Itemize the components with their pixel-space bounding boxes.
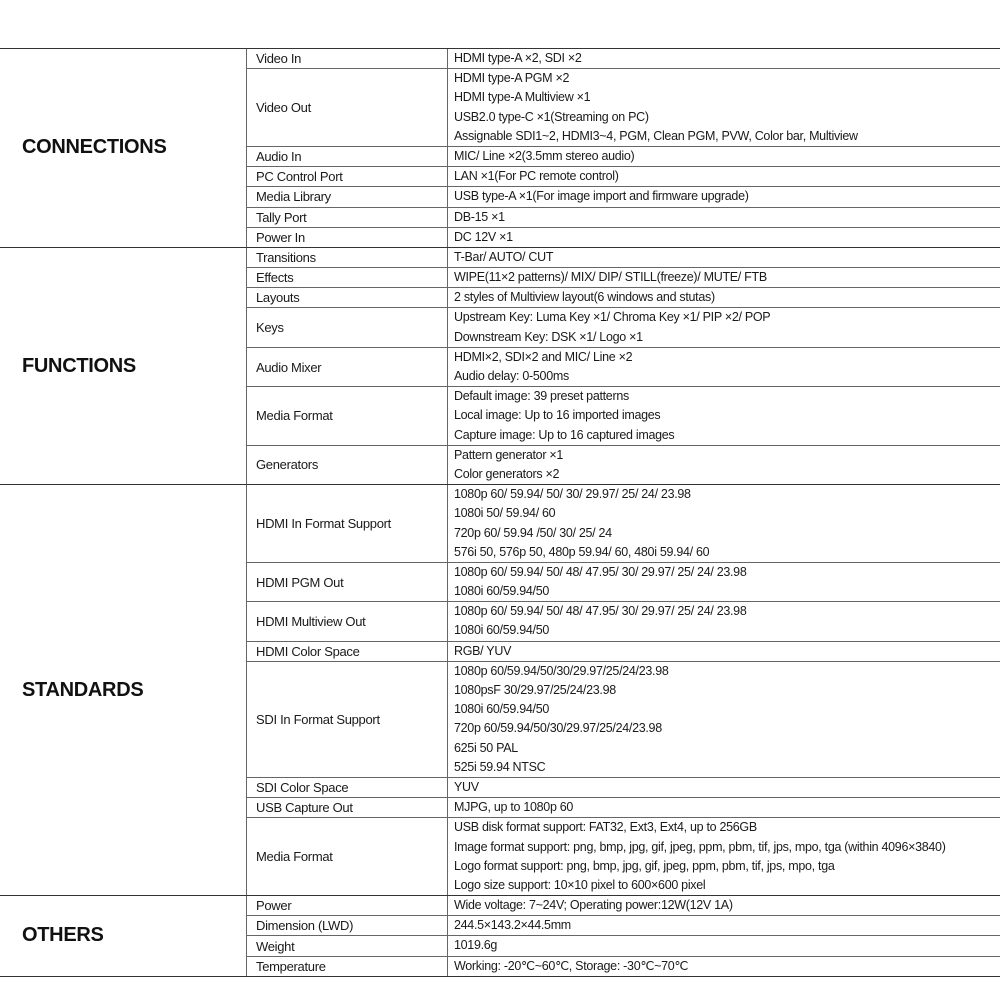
spec-value: Logo format support: png, bmp, jpg, gif, jpeg, ppm, pbm, tif, jps, mpo, tga bbox=[454, 858, 835, 873]
spec-rows bbox=[246, 485, 1000, 895]
section-title: FUNCTIONS bbox=[22, 354, 136, 377]
section-functions bbox=[0, 247, 1000, 484]
spec-value: Wide voltage: 7~24V; Operating power:12W(12V 1A) bbox=[454, 898, 733, 913]
spec-rows bbox=[246, 896, 1000, 976]
spec-row-media-format bbox=[246, 386, 1000, 445]
spec-values bbox=[448, 936, 1000, 955]
spec-value: 720p 60/ 59.94 /50/ 30/ 25/ 24 bbox=[454, 525, 612, 540]
spec-values bbox=[448, 602, 1000, 640]
section-others bbox=[0, 895, 1000, 977]
spec-row-temperature bbox=[246, 956, 1000, 976]
spec-label: HDMI Multiview Out bbox=[246, 602, 448, 640]
spec-row-pc-control-port bbox=[246, 166, 1000, 186]
spec-row-media-format bbox=[246, 817, 1000, 895]
spec-row-video-out bbox=[246, 68, 1000, 146]
spec-values bbox=[448, 308, 1000, 346]
spec-values bbox=[448, 642, 1000, 661]
section-title: OTHERS bbox=[22, 924, 104, 947]
spec-values bbox=[448, 485, 1000, 562]
spec-value: 1080p 60/ 59.94/ 50/ 48/ 47.95/ 30/ 29.97/ 25/ 24/ 23.98 bbox=[454, 604, 747, 619]
spec-value: USB disk format support: FAT32, Ext3, Ext4, up to 256GB bbox=[454, 820, 757, 835]
spec-value: Image format support: png, bmp, jpg, gif, jpeg, ppm, pbm, tif, jps, mpo, tga (within 4096×3840) bbox=[454, 839, 946, 854]
spec-values bbox=[448, 187, 1000, 206]
spec-label: Video In bbox=[246, 49, 448, 68]
section-connections bbox=[0, 48, 1000, 247]
spec-row-hdmi-pgm-out bbox=[246, 562, 1000, 601]
spec-value: HDMI type-A Multiview ×1 bbox=[454, 90, 591, 105]
spec-row-keys bbox=[246, 307, 1000, 346]
spec-label: Media Library bbox=[246, 187, 448, 206]
spec-value: Pattern generator ×1 bbox=[454, 447, 564, 462]
spec-value: USB2.0 type-C ×1(Streaming on PC) bbox=[454, 109, 649, 124]
spec-label: Media Format bbox=[246, 387, 448, 445]
spec-value: WIPE(11×2 patterns)/ MIX/ DIP/ STILL(freeze)/ MUTE/ FTB bbox=[454, 270, 767, 285]
spec-values bbox=[448, 916, 1000, 935]
spec-row-sdi-in-format-support bbox=[246, 661, 1000, 777]
spec-label: Weight bbox=[246, 936, 448, 955]
spec-values bbox=[448, 387, 1000, 445]
spec-values bbox=[448, 228, 1000, 247]
spec-row-audio-in bbox=[246, 146, 1000, 166]
spec-values bbox=[448, 662, 1000, 777]
spec-label: HDMI Color Space bbox=[246, 642, 448, 661]
spec-label: Dimension (LWD) bbox=[246, 916, 448, 935]
spec-values bbox=[448, 167, 1000, 186]
spec-value: Working: -20℃~60℃, Storage: -30℃~70℃ bbox=[454, 958, 689, 973]
spec-label: Power In bbox=[246, 228, 448, 247]
section-standards bbox=[0, 484, 1000, 895]
spec-values bbox=[448, 348, 1000, 386]
spec-value: MJPG, up to 1080p 60 bbox=[454, 800, 574, 815]
spec-value: MIC/ Line ×2(3.5mm stereo audio) bbox=[454, 148, 635, 163]
spec-value: Capture image: Up to 16 captured images bbox=[454, 427, 675, 442]
spec-values bbox=[448, 248, 1000, 267]
spec-value: DC 12V ×1 bbox=[454, 229, 513, 244]
spec-row-video-in bbox=[246, 49, 1000, 68]
spec-label: Transitions bbox=[246, 248, 448, 267]
spec-value: 525i 59.94 NTSC bbox=[454, 759, 546, 774]
spec-value: DB-15 ×1 bbox=[454, 209, 505, 224]
spec-value: Logo size support: 10×10 pixel to 600×600 pixel bbox=[454, 877, 706, 892]
spec-value: 1080p 60/59.94/50/30/29.97/25/24/23.98 bbox=[454, 663, 669, 678]
spec-values bbox=[448, 49, 1000, 68]
spec-values bbox=[448, 798, 1000, 817]
spec-value: Local image: Up to 16 imported images bbox=[454, 408, 661, 423]
spec-row-dimension-lwd bbox=[246, 915, 1000, 935]
spec-value: 625i 50 PAL bbox=[454, 740, 518, 755]
spec-value: 720p 60/59.94/50/30/29.97/25/24/23.98 bbox=[454, 721, 662, 736]
spec-value: YUV bbox=[454, 779, 479, 794]
spec-table bbox=[0, 48, 1000, 977]
spec-label: Layouts bbox=[246, 288, 448, 307]
spec-label: USB Capture Out bbox=[246, 798, 448, 817]
spec-label: Power bbox=[246, 896, 448, 915]
spec-value: HDMI type-A PGM ×2 bbox=[454, 71, 570, 86]
spec-value: 576i 50, 576p 50, 480p 59.94/ 60, 480i 59.94/ 60 bbox=[454, 544, 710, 559]
spec-values bbox=[448, 268, 1000, 287]
spec-values bbox=[448, 147, 1000, 166]
spec-label: HDMI PGM Out bbox=[246, 563, 448, 601]
spec-row-sdi-color-space bbox=[246, 777, 1000, 797]
spec-value: Color generators ×2 bbox=[454, 466, 560, 481]
spec-value: RGB/ YUV bbox=[454, 643, 512, 658]
spec-value: HDMI×2, SDI×2 and MIC/ Line ×2 bbox=[454, 349, 633, 364]
spec-label: Keys bbox=[246, 308, 448, 346]
spec-value: Audio delay: 0-500ms bbox=[454, 369, 569, 383]
spec-value: Upstream Key: Luma Key ×1/ Chroma Key ×1/ PIP ×2/ POP bbox=[454, 310, 771, 325]
spec-label: PC Control Port bbox=[246, 167, 448, 186]
spec-label: Tally Port bbox=[246, 208, 448, 227]
spec-label: Video Out bbox=[246, 69, 448, 146]
spec-value: 1080i 50/ 59.94/ 60 bbox=[454, 506, 556, 521]
spec-row-power-in bbox=[246, 227, 1000, 247]
spec-values bbox=[448, 778, 1000, 797]
spec-value: 1019.6g bbox=[454, 938, 498, 953]
spec-value: 1080psF 30/29.97/25/24/23.98 bbox=[454, 683, 616, 697]
spec-rows bbox=[246, 248, 1000, 484]
spec-value: Default image: 39 preset patterns bbox=[454, 389, 629, 404]
spec-row-generators bbox=[246, 445, 1000, 484]
spec-values bbox=[448, 818, 1000, 895]
spec-label: SDI Color Space bbox=[246, 778, 448, 797]
spec-row-tally-port bbox=[246, 207, 1000, 227]
section-title: STANDARDS bbox=[22, 678, 144, 701]
spec-value: USB type-A ×1(For image import and firmware upgrade) bbox=[454, 189, 749, 204]
spec-value: LAN ×1(For PC remote control) bbox=[454, 169, 619, 184]
spec-label: Generators bbox=[246, 446, 448, 484]
spec-values bbox=[448, 208, 1000, 227]
spec-value: T-Bar/ AUTO/ CUT bbox=[454, 249, 554, 264]
spec-row-weight bbox=[246, 935, 1000, 955]
spec-row-layouts bbox=[246, 287, 1000, 307]
spec-row-hdmi-in-format-support bbox=[246, 485, 1000, 562]
spec-label: HDMI In Format Support bbox=[246, 485, 448, 562]
spec-row-effects bbox=[246, 267, 1000, 287]
spec-value: 1080i 60/59.94/50 bbox=[454, 584, 549, 599]
spec-row-transitions bbox=[246, 248, 1000, 267]
spec-value: 1080p 60/ 59.94/ 50/ 48/ 47.95/ 30/ 29.97/ 25/ 24/ 23.98 bbox=[454, 564, 747, 579]
spec-value: 1080p 60/ 59.94/ 50/ 30/ 29.97/ 25/ 24/ 23.98 bbox=[454, 487, 691, 502]
spec-values bbox=[448, 69, 1000, 146]
spec-row-audio-mixer bbox=[246, 347, 1000, 386]
spec-value: 2 styles of Multiview layout(6 windows and stutas) bbox=[454, 290, 715, 305]
spec-values bbox=[448, 896, 1000, 915]
spec-row-usb-capture-out bbox=[246, 797, 1000, 817]
spec-label: SDI In Format Support bbox=[246, 662, 448, 777]
spec-row-media-library bbox=[246, 186, 1000, 206]
spec-label: Temperature bbox=[246, 957, 448, 976]
spec-rows bbox=[246, 49, 1000, 247]
spec-value: 1080i 60/59.94/50 bbox=[454, 623, 549, 638]
section-title: CONNECTIONS bbox=[22, 136, 167, 159]
spec-label: Media Format bbox=[246, 818, 448, 895]
spec-values bbox=[448, 446, 1000, 484]
spec-label: Audio Mixer bbox=[246, 348, 448, 386]
spec-value: Downstream Key: DSK ×1/ Logo ×1 bbox=[454, 329, 643, 344]
spec-value: Assignable SDI1~2, HDMI3~4, PGM, Clean PGM, PVW, Color bar, Multiview bbox=[454, 128, 858, 143]
spec-value: 244.5×143.2×44.5mm bbox=[454, 918, 571, 933]
spec-row-hdmi-multiview-out bbox=[246, 601, 1000, 640]
spec-values bbox=[448, 563, 1000, 601]
spec-row-power bbox=[246, 896, 1000, 915]
spec-value: HDMI type-A ×2, SDI ×2 bbox=[454, 51, 582, 65]
spec-label: Effects bbox=[246, 268, 448, 287]
spec-values bbox=[448, 957, 1000, 976]
spec-row-hdmi-color-space bbox=[246, 641, 1000, 661]
spec-label: Audio In bbox=[246, 147, 448, 166]
spec-values bbox=[448, 288, 1000, 307]
spec-value: 1080i 60/59.94/50 bbox=[454, 702, 549, 717]
